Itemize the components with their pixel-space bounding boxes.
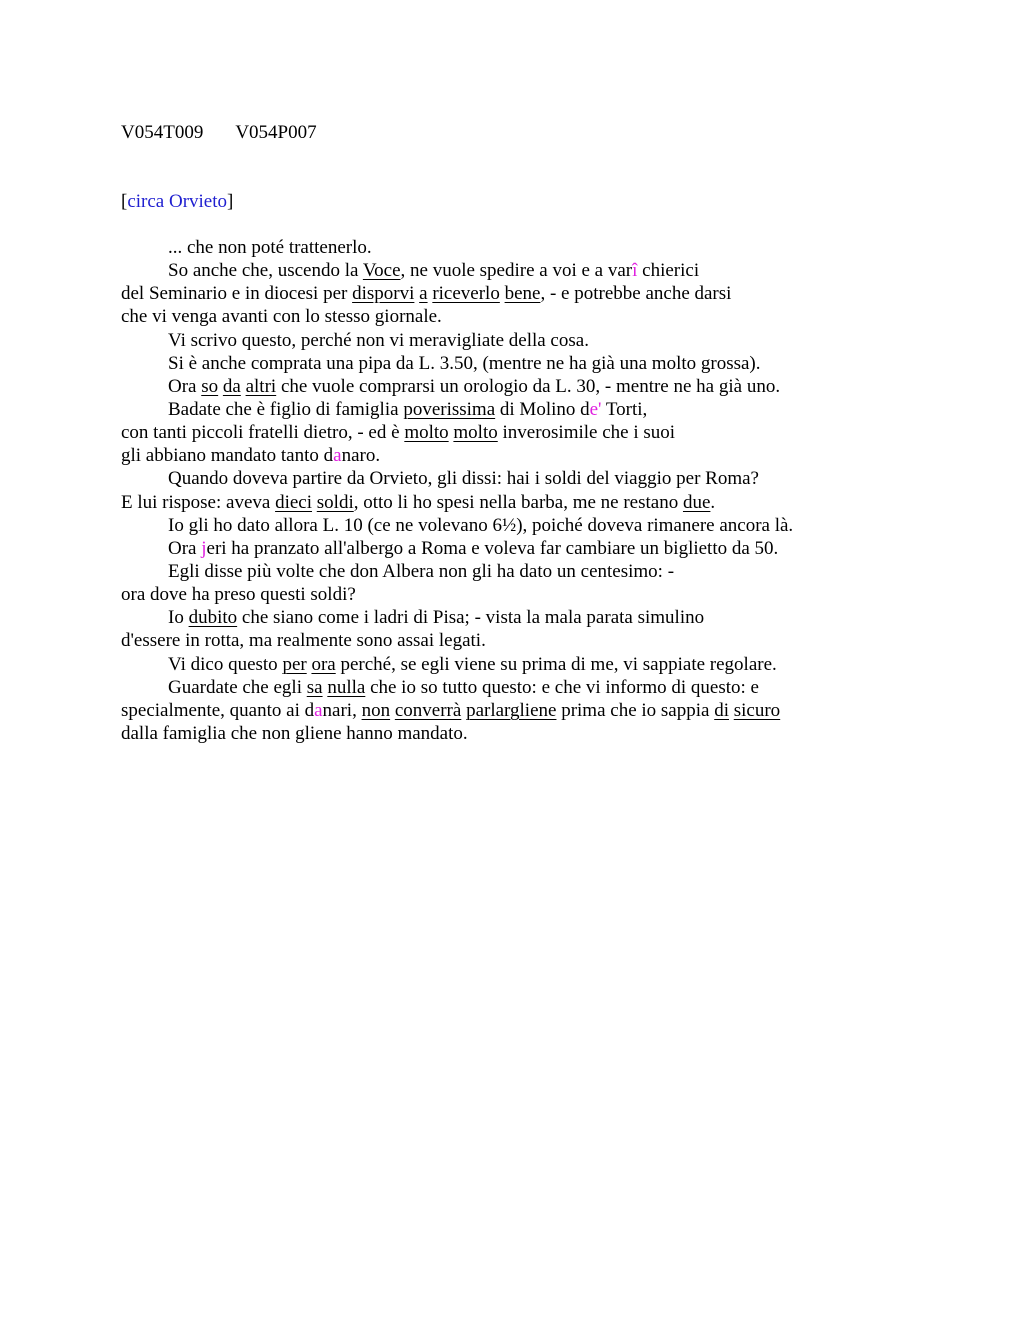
- text-segment: So anche che, uscendo la: [168, 260, 363, 282]
- text-segment: Guardate che egli: [168, 676, 307, 698]
- underlined-text: Voce: [362, 260, 401, 282]
- underlined-text: dubito: [188, 607, 238, 629]
- text-segment: chierici: [637, 260, 700, 282]
- text-segment: che vuole comprarsi un orologio da L. 30, - mentre ne ha già uno.: [276, 375, 781, 397]
- underlined-text: so: [201, 375, 219, 397]
- text-line: [121, 722, 921, 745]
- text-line: [121, 606, 921, 629]
- underlined-text: sa: [306, 676, 323, 698]
- underlined-text: dieci: [275, 491, 313, 513]
- highlighted-correction: e': [589, 398, 602, 420]
- page-code: V054P007: [235, 122, 317, 143]
- text-line: [121, 699, 921, 722]
- underlined-text: da: [222, 375, 241, 397]
- text-segment: Vi scrivo questo, perché non vi meravigliate della cosa.: [168, 329, 589, 351]
- underlined-text: a: [419, 283, 428, 305]
- text-segment: ora dove ha preso questi soldi?: [121, 584, 356, 606]
- text-segment: , - e potrebbe anche darsi: [540, 283, 732, 305]
- highlighted-correction: î: [632, 260, 638, 282]
- text-segment: specialmente, quanto ai d: [121, 699, 315, 721]
- underlined-text: nulla: [327, 676, 366, 698]
- text-segment: gli abbiano mandato tanto d: [121, 445, 334, 467]
- underlined-text: due: [682, 491, 711, 513]
- text-line: [121, 398, 921, 421]
- text-segment: nari,: [322, 699, 362, 721]
- text-segment: che io so tutto questo: e che vi informo di questo: e: [365, 676, 759, 698]
- location-note: [121, 190, 233, 213]
- underlined-text: converrà: [394, 699, 462, 721]
- location-text: circa Orvieto: [127, 191, 228, 212]
- text-line: [121, 676, 921, 699]
- underlined-text: sicuro: [733, 699, 781, 721]
- highlighted-correction: j: [201, 537, 207, 559]
- text-segment: Io gli ho dato allora L. 10 (ce ne volevano 6½), poiché doveva rimanere ancora là.: [168, 514, 794, 536]
- text-line: [121, 282, 921, 305]
- document-header: [121, 121, 317, 144]
- underlined-text: riceverlo: [432, 283, 500, 305]
- text-segment: .: [710, 491, 716, 513]
- text-segment: , ne vuole spedire a voi e a var: [400, 260, 633, 282]
- text-line: [121, 329, 921, 352]
- text-segment: inverosimile che i suoi: [497, 422, 676, 444]
- underlined-text: per: [282, 653, 307, 675]
- text-segment: Badate che è figlio di famiglia: [168, 398, 404, 420]
- text-segment: Torti,: [601, 398, 648, 420]
- text-segment: prima che io sappia: [556, 699, 715, 721]
- text-segment: Io: [168, 607, 189, 629]
- text-line: [121, 537, 921, 560]
- underlined-text: altri: [245, 375, 277, 397]
- text-segment: perché, se egli viene su prima di me, vi sappiate regolare.: [335, 653, 777, 675]
- text-line: [121, 259, 921, 282]
- text-line: [121, 583, 921, 606]
- text-segment: Si è anche comprata una pipa da L. 3.50, (mentre ne ha già una molto grossa).: [168, 352, 761, 374]
- text-segment: del Seminario e in diocesi per: [121, 283, 353, 305]
- document-code: V054T009: [121, 122, 204, 143]
- bracket-open: [: [121, 191, 128, 212]
- underlined-text: bene: [504, 283, 541, 305]
- text-line: [121, 444, 921, 467]
- underlined-text: non: [361, 699, 391, 721]
- highlighted-correction: a: [333, 445, 342, 467]
- text-line: [121, 352, 921, 375]
- text-line: [121, 629, 921, 652]
- text-segment: E lui rispose: aveva: [121, 491, 276, 513]
- text-line: [121, 560, 921, 583]
- text-segment: Ora: [168, 537, 202, 559]
- underlined-text: disporvi: [352, 283, 415, 305]
- text-segment: Quando doveva partire da Orvieto, gli dissi: hai i soldi del viaggio per Roma?: [168, 468, 759, 490]
- underlined-text: poverissima: [403, 398, 496, 420]
- text-line: [121, 305, 921, 328]
- text-segment: ... che non poté trattenerlo.: [168, 237, 372, 258]
- text-segment: d'essere in rotta, ma realmente sono assai legati.: [121, 630, 486, 652]
- underlined-text: di: [714, 699, 729, 721]
- underlined-text: molto: [404, 422, 449, 444]
- text-segment: , otto li ho spesi nella barba, me ne restano: [353, 491, 683, 513]
- letter-body: [121, 236, 921, 745]
- underlined-text: ora: [311, 653, 336, 675]
- text-segment: con tanti piccoli fratelli dietro, - ed è: [121, 422, 405, 444]
- text-segment: naro.: [341, 445, 381, 467]
- text-segment: Ora: [168, 375, 202, 397]
- text-line: [121, 467, 921, 490]
- underlined-text: soldi: [316, 491, 354, 513]
- text-line: [121, 653, 921, 676]
- text-line: [121, 421, 921, 444]
- text-segment: che siano come i ladri di Pisa; - vista la mala parata simulino: [237, 607, 705, 629]
- text-line: [121, 375, 921, 398]
- bracket-close: ]: [227, 191, 234, 212]
- text-segment: che vi venga avanti con lo stesso giornale.: [121, 306, 442, 328]
- text-segment: dalla famiglia che non gliene hanno mandato.: [121, 722, 468, 744]
- text-line: [121, 491, 921, 514]
- text-segment: eri ha pranzato all'albergo a Roma e voleva far cambiare un biglietto da 50.: [206, 537, 779, 559]
- underlined-text: parlargliene: [466, 699, 557, 721]
- text-segment: di Molino d: [495, 398, 590, 420]
- text-segment: Egli disse più volte che don Albera non gli ha dato un centesimo: -: [168, 560, 675, 582]
- text-line: [121, 514, 921, 537]
- text-line: [121, 236, 921, 259]
- underlined-text: molto: [453, 422, 498, 444]
- text-segment: Vi dico questo: [168, 653, 283, 675]
- highlighted-correction: a: [314, 699, 323, 721]
